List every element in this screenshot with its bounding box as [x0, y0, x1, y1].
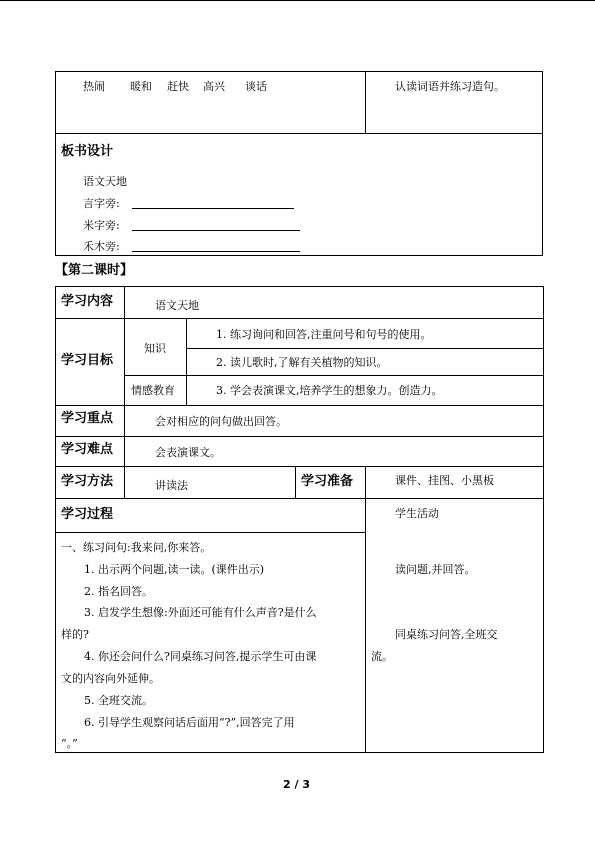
word-1: 热闹 — [83, 80, 105, 93]
process-step-3: 3. 启发学生想像:外面还可能有什么声音?是什么 — [84, 606, 317, 619]
column-divider — [365, 71, 366, 133]
word-4: 高兴 — [203, 80, 225, 93]
learning-goals-label: 学习目标 — [61, 353, 114, 368]
vocabulary-goal: 认读词语并练习造句。 — [395, 80, 505, 93]
student-activity-2: 同桌练习问答,全班交 — [395, 628, 498, 641]
process-step-6: 6. 引导学生观察问话后面用“?”,回答完了用 — [84, 716, 295, 729]
fill-in-blank — [132, 251, 300, 252]
student-activity-2-cont: 流。 — [371, 650, 393, 663]
method-label: 学习方法 — [61, 474, 114, 489]
student-activity-1: 读问题,并回答。 — [395, 563, 476, 576]
vocabulary-table — [55, 71, 543, 256]
process-step-3-cont: 样的? — [61, 628, 89, 641]
board-design-heading: 板书设计 — [61, 144, 114, 159]
emotion-education-label: 情感教育 — [131, 384, 175, 397]
fill-in-blank — [132, 230, 300, 231]
column-divider — [186, 318, 187, 405]
fill-in-blank — [132, 208, 294, 209]
difficulties-label: 学习难点 — [61, 442, 114, 457]
board-line-title: 语文天地 — [83, 175, 127, 188]
row-divider — [186, 348, 544, 349]
row-divider — [55, 436, 544, 437]
goal-item-1: 1. 练习询问和回答,注重问号和句号的使用。 — [216, 328, 432, 341]
column-divider — [124, 286, 125, 498]
process-label: 学习过程 — [61, 507, 114, 522]
learning-content-label: 学习内容 — [61, 294, 114, 309]
page-number: 2 / 3 — [283, 778, 310, 791]
learning-content-value: 语文天地 — [155, 299, 199, 312]
student-activity-label: 学生活动 — [395, 507, 439, 520]
lesson-two-title: 【第二课时】 — [55, 263, 134, 278]
process-step-1: 1. 出示两个问题,读一读。(课件出示) — [84, 563, 265, 576]
process-step-4-cont: 文的内容向外延伸。 — [61, 672, 160, 685]
top-rule — [0, 0, 595, 1]
row-divider — [55, 133, 543, 134]
process-step-2: 2. 指名回答。 — [84, 585, 153, 598]
goal-item-2: 2. 读儿歌时,了解有关植物的知识。 — [216, 356, 388, 369]
row-divider — [55, 405, 544, 406]
row-divider — [55, 532, 366, 533]
board-line-rice-radical: 米字旁: — [83, 219, 120, 232]
key-points-value: 会对相应的问句做出回答。 — [155, 415, 287, 428]
board-line-speech-radical: 言字旁: — [83, 197, 120, 210]
method-value: 讲读法 — [155, 479, 188, 492]
preparation-label: 学习准备 — [301, 474, 354, 489]
column-divider — [295, 466, 296, 498]
process-step-4: 4. 你还会问什么?同桌练习问答,提示学生可由课 — [84, 650, 317, 663]
preparation-value: 课件、挂图、小黑板 — [395, 474, 494, 487]
word-3: 赶快 — [167, 80, 189, 93]
row-divider — [55, 498, 544, 499]
word-2: 暖和 — [130, 80, 152, 93]
goal-item-3: 3. 学会表演课文,培养学生的想象力。创造力。 — [216, 384, 443, 397]
row-divider — [55, 318, 544, 319]
process-step-6-cont: “。” — [61, 737, 78, 750]
difficulties-value: 会表演课文。 — [155, 446, 221, 459]
process-step-heading: 一、练习问句:我来问,你来答。 — [61, 541, 212, 554]
word-5: 谈话 — [245, 80, 267, 93]
board-line-grain-radical: 禾木旁: — [83, 240, 120, 253]
process-step-5: 5. 全班交流。 — [84, 694, 153, 707]
key-points-label: 学习重点 — [61, 411, 114, 426]
column-divider — [365, 466, 366, 753]
row-divider — [124, 375, 544, 376]
row-divider — [55, 466, 544, 467]
knowledge-label: 知识 — [144, 342, 166, 355]
